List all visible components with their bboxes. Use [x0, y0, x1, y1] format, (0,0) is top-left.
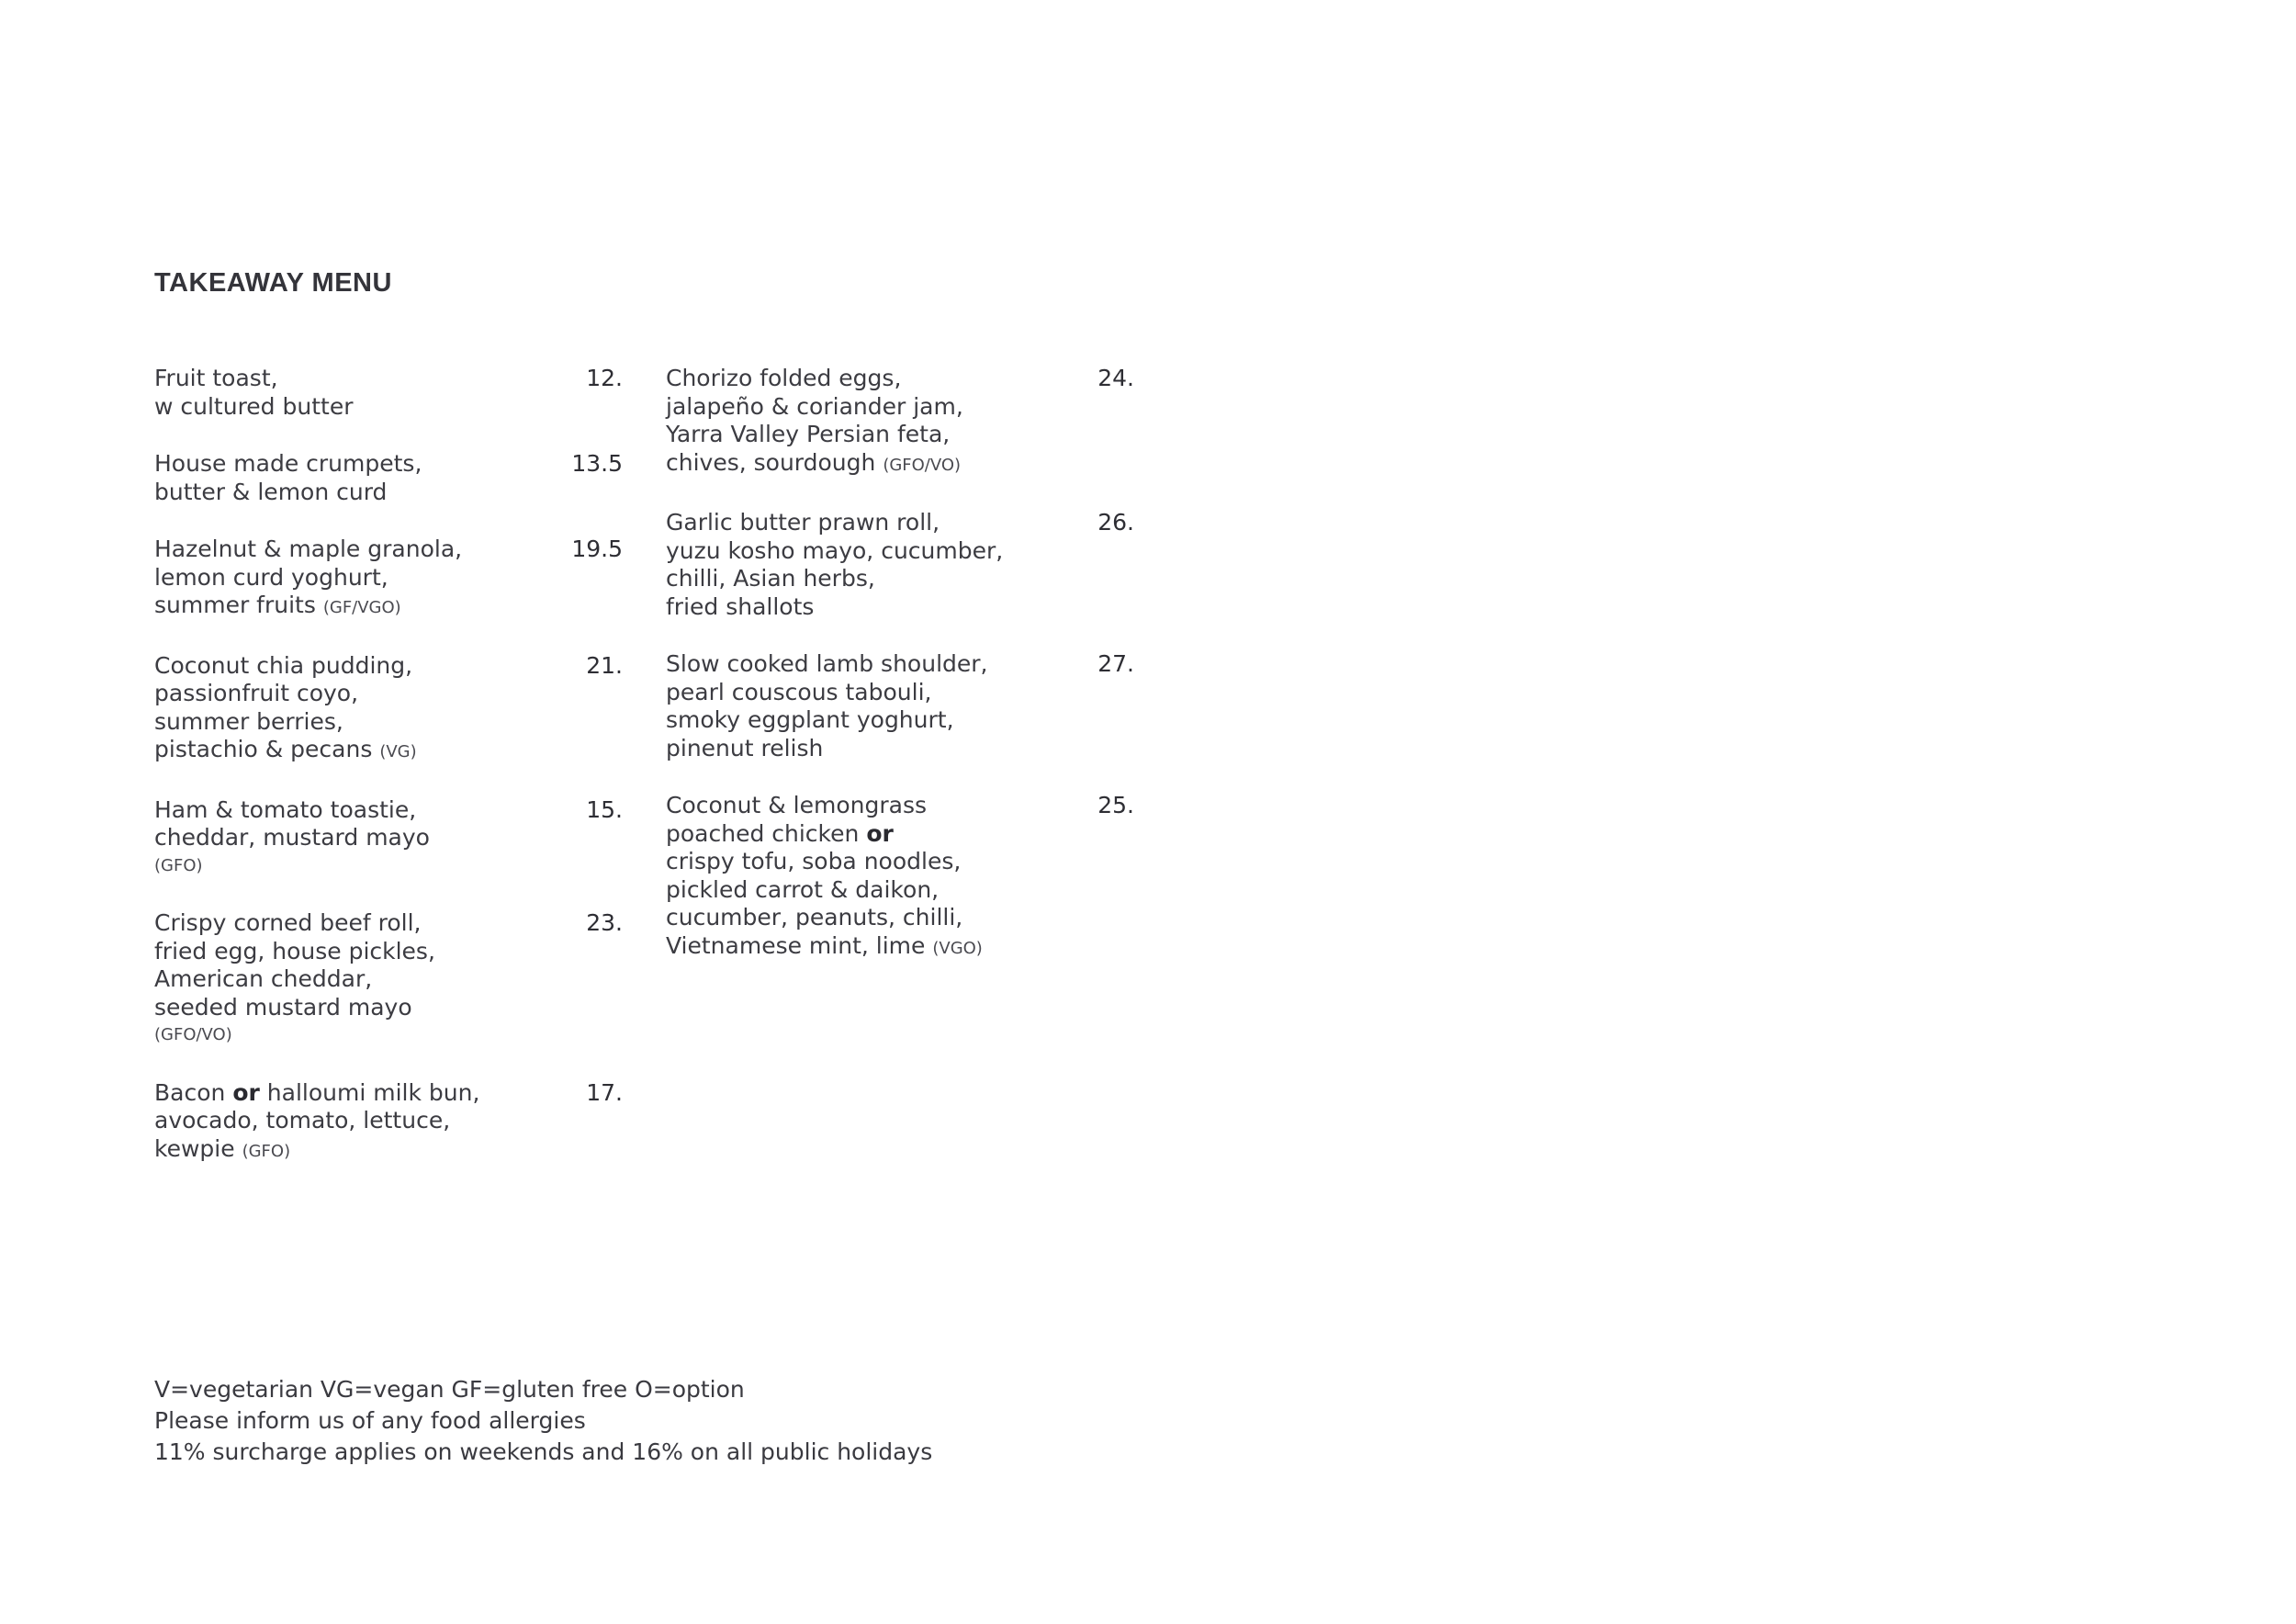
menu-item [154, 796, 623, 881]
item-price: 27. [1097, 650, 1134, 677]
item-description: Garlic butter prawn roll, yuzu kosho mayo, cucumber, chilli, Asian herbs, fried shallots [666, 509, 1004, 620]
item-description: Ham & tomato toastie, cheddar, mustard mayo (GFO) [154, 796, 512, 881]
dietary-legend: V=vegetarian VG=vegan GF=gluten free O=option [154, 1376, 745, 1403]
item-description: Crispy corned beef roll, fried egg, house pickles, American cheddar, seeded mustard mayo (GFO/VO) [154, 909, 512, 1050]
menu-item [154, 365, 623, 421]
page-title: TAKEAWAY MENU [154, 268, 392, 298]
surcharge-notice: 11% surcharge applies on weekends and 16% on all public holidays [154, 1438, 933, 1465]
item-description: Hazelnut & maple granola, lemon curd yoghurt, summer fruits (GF/VGO) [154, 536, 463, 618]
item-description: Bacon or halloumi milk bun, avocado, tomato, lettuce, kewpie (GFO) [154, 1078, 480, 1162]
menu-item [154, 1079, 623, 1167]
dietary-tag: (GFO) [154, 855, 203, 875]
menu-item [666, 650, 1134, 762]
menu-item [154, 450, 623, 506]
dietary-tag: (VG) [379, 742, 417, 761]
item-description: Slow cooked lamb shoulder, pearl couscous tabouli, smoky eggplant yoghurt, pinenut relish [666, 650, 988, 761]
menu-item [666, 365, 1134, 479]
item-description: House made crumpets, butter & lemon curd [154, 450, 422, 505]
item-price: 23. [586, 909, 623, 936]
item-price: 13.5 [571, 450, 623, 477]
item-price: 17. [586, 1078, 623, 1106]
item-price: 12. [586, 365, 623, 391]
item-description: Coconut chia pudding, passionfruit coyo, summer berries, pistachio & pecans (VG) [154, 651, 417, 762]
item-price: 21. [586, 651, 623, 679]
dietary-tag: (VGO) [932, 938, 983, 958]
item-price: 15. [586, 795, 623, 823]
menu-item [666, 792, 1134, 963]
menu-item [154, 652, 623, 767]
allergy-notice: Please inform us of any food allergies [154, 1407, 586, 1434]
item-price: 19.5 [571, 536, 623, 562]
item-price: 26. [1097, 509, 1134, 536]
menu-column-left [154, 365, 623, 1195]
menu-item [154, 536, 623, 623]
menu-item [154, 909, 623, 1050]
item-description: Chorizo folded eggs, jalapeño & coriander jam, Yarra Valley Persian feta, chives, sourdough (GFO/VO) [666, 365, 963, 476]
menu-item [666, 509, 1134, 621]
item-price: 24. [1097, 365, 1134, 391]
dietary-tag: (GF/VGO) [322, 598, 401, 617]
item-description: Fruit toast, w cultured butter [154, 365, 354, 420]
dietary-tag: (GFO/VO) [883, 455, 962, 475]
item-description: Coconut & lemongrass poached chicken or crispy tofu, soba noodles, pickled carrot & daikon, cucumber, peanuts, chilli, Vietnamese mint, lime (VGO) [666, 792, 983, 959]
dietary-tag: (GFO/VO) [154, 1025, 232, 1044]
dietary-tag: (GFO) [242, 1141, 291, 1161]
item-price: 25. [1097, 792, 1134, 818]
menu-column-right [666, 365, 1134, 992]
menu-footer-notes [154, 1374, 932, 1468]
